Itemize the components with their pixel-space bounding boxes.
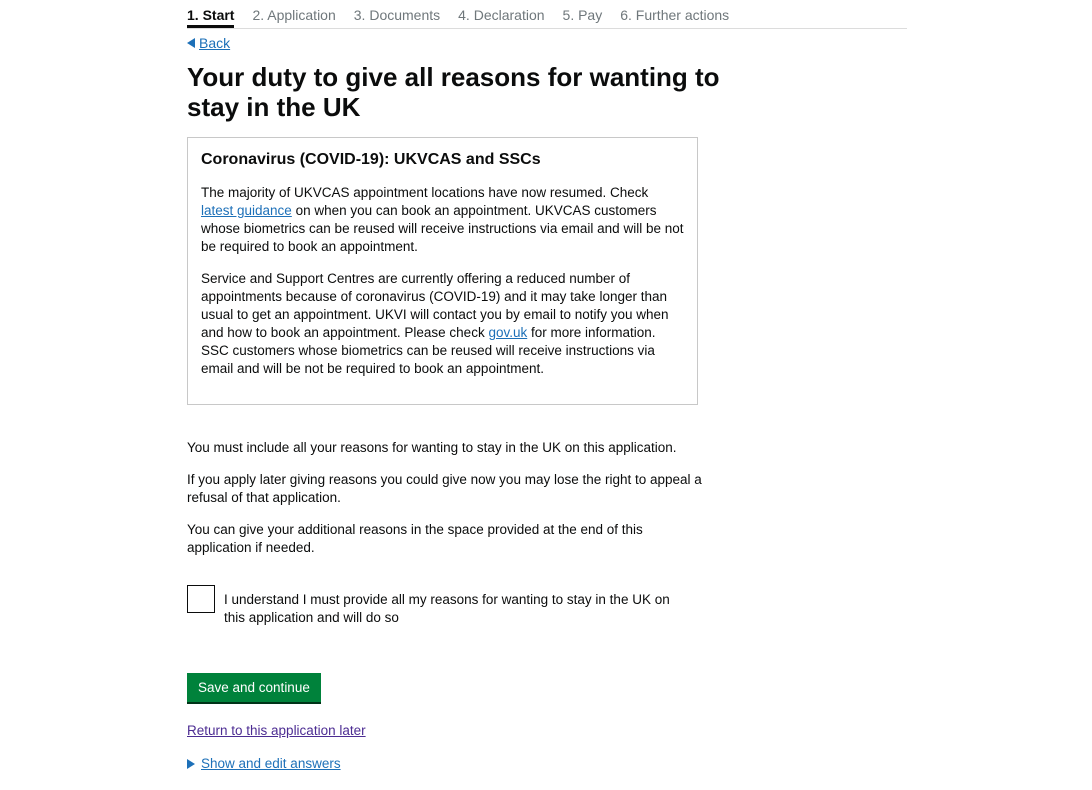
back-link-label: Back	[199, 35, 231, 51]
step-application: 2. Application	[252, 7, 336, 23]
notice-p1-text-b: on when you can book an appointment. UKVCAS customers whose biometrics can be reused will receive instructions via email and will be not be required to book an appointment.	[201, 203, 684, 254]
declaration-checkbox-label[interactable]: I understand I must provide all my reasons for wanting to stay in the UK on this application and will do so	[224, 592, 670, 625]
notice-paragraph-2	[201, 270, 684, 378]
back-arrow-icon	[187, 38, 195, 48]
body-text	[187, 439, 707, 571]
page-title: Your duty to give all reasons for wanting to stay in the UK	[187, 62, 720, 122]
step-start: 1. Start	[187, 6, 234, 28]
notice-heading: Coronavirus (COVID-19): UKVCAS and SSCs	[201, 151, 541, 168]
body-paragraph-1: You must include all your reasons for wanting to stay in the UK on this application.	[187, 440, 677, 455]
back-link[interactable]	[187, 35, 230, 51]
step-further-actions: 6. Further actions	[620, 7, 730, 23]
declaration-checkbox-row	[187, 585, 707, 627]
covid-notice-box	[187, 137, 698, 405]
gov-uk-link[interactable]: gov.uk	[488, 325, 528, 340]
notice-p1-text-a: The majority of UKVCAS appointment locations have now resumed. Check	[201, 185, 649, 200]
step-documents: 3. Documents	[353, 7, 441, 23]
expand-triangle-icon	[187, 759, 195, 769]
declaration-checkbox[interactable]	[187, 585, 215, 613]
body-paragraph-3: You can give your additional reasons in the space provided at the end of this application if needed.	[187, 522, 643, 555]
notice-p2-text-b: for more information. SSC customers whose biometrics can be reused will receive instructions via email and will be not be required to book an appointment.	[201, 325, 656, 376]
latest-guidance-link[interactable]: latest guidance	[201, 203, 292, 218]
notice-p2-text-a: Service and Support Centres are currently offering a reduced number of appointments because of coronavirus (COVID-19) and it may take longer than usual to get an appointment. UKVI will contact you by email to notify you when and how to book an appointment. Please check	[201, 271, 669, 340]
notice-paragraph-1	[201, 184, 684, 256]
return-later-link[interactable]: Return to this application later	[187, 723, 366, 738]
step-pay: 5. Pay	[562, 7, 603, 23]
body-paragraph-2: If you apply later giving reasons you could give now you may lose the right to appeal a refusal of that application.	[187, 472, 702, 505]
show-edit-answers-label: Show and edit answers	[201, 756, 341, 771]
progress-steps	[187, 6, 907, 29]
step-declaration: 4. Declaration	[458, 7, 545, 23]
show-edit-answers-toggle[interactable]	[187, 756, 341, 771]
save-and-continue-button[interactable]: Save and continue	[187, 673, 321, 702]
